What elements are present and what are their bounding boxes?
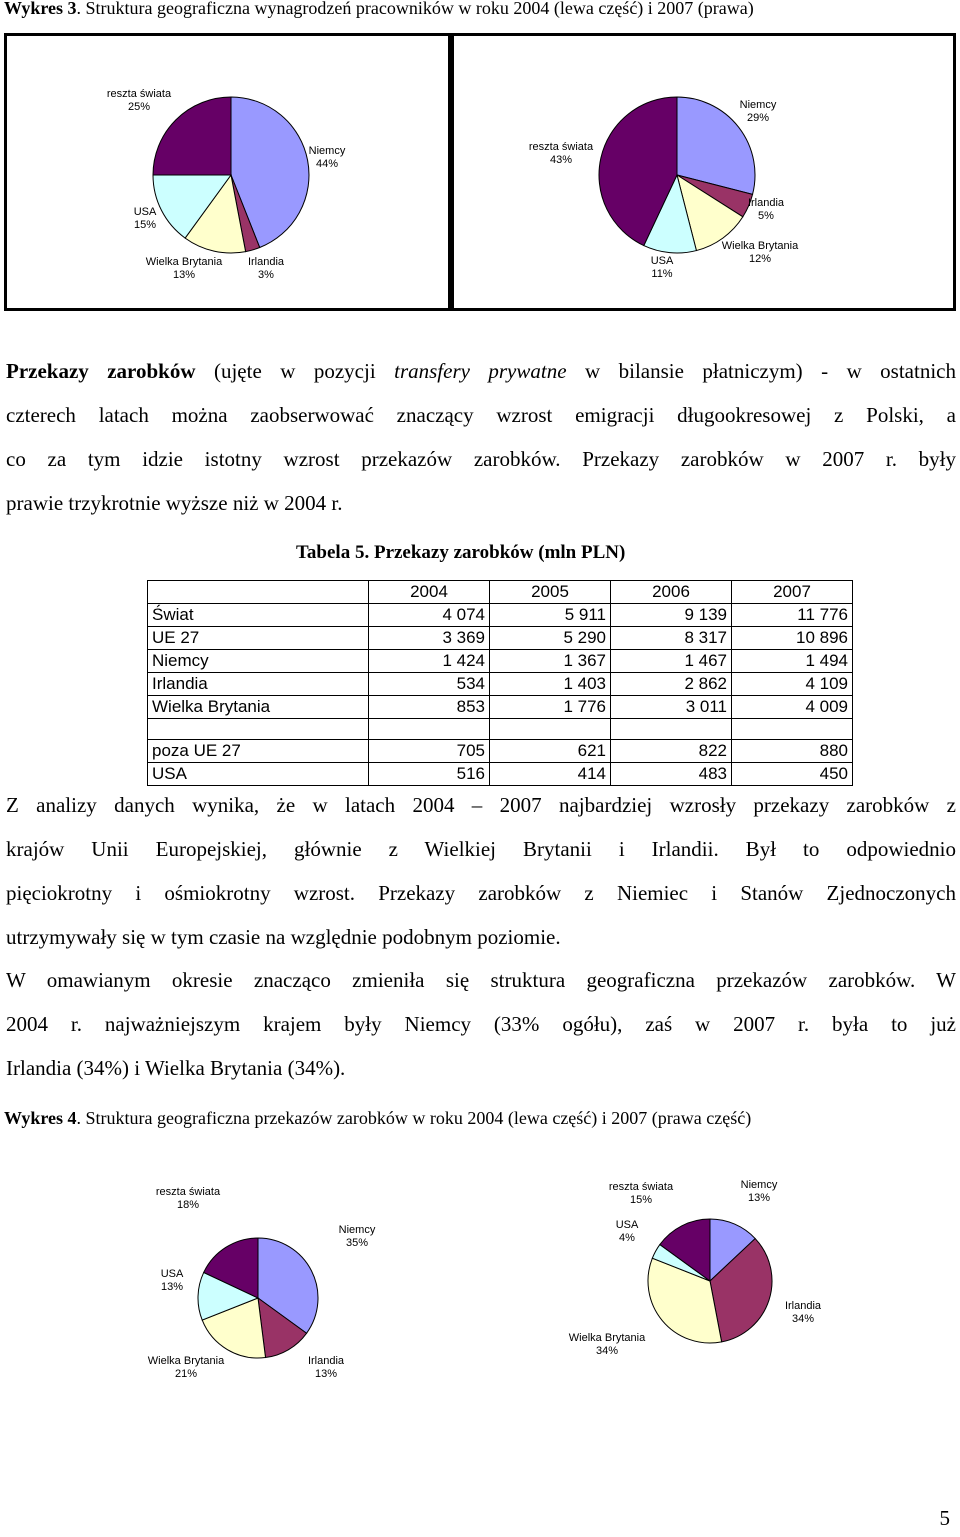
table-cell: poza UE 27: [148, 740, 369, 763]
table-header-cell: 2004: [369, 581, 490, 604]
table-row: [148, 627, 853, 650]
pie-label-reszta: reszta świata 25%: [106, 88, 172, 113]
wykres4-chart-left: [120, 1168, 420, 1398]
table-cell: 3 369: [369, 627, 490, 650]
table-cell: 1 467: [611, 650, 732, 673]
table-spacer-cell: [611, 719, 732, 740]
table-cell: 1 494: [732, 650, 853, 673]
table-row: [148, 604, 853, 627]
paragraph-3: W omawianym okresie znacząco zmieniła się struktura geograficzna przekazów zarobków. W 2004 r. najważniejszym krajem były Niemcy (33% ogółu), zaś w 2007 r. była to już Irlandia (34%) i Wielka Brytania (34%).: [6, 968, 956, 1080]
table5: [147, 580, 853, 786]
pie-label-reszta: reszta świata 18%: [155, 1186, 221, 1211]
table-row: [148, 650, 853, 673]
wykres3-pie-right: [454, 36, 953, 308]
wykres4-chart-right: [540, 1168, 840, 1398]
wykres4-title: Wykres 4. Struktura geograficzna przekazów zarobków w roku 2004 (lewa część) i 2007 (prawa część): [4, 1108, 752, 1128]
table-cell: 10 896: [732, 627, 853, 650]
table-cell: 516: [369, 763, 490, 786]
table-cell: 11 776: [732, 604, 853, 627]
table-cell: USA: [148, 763, 369, 786]
paragraph-1: Przekazy zarobków (ujęte w pozycji transfery prywatne w bilansie płatniczym) - w ostatnich czterech latach można zaobserwować znaczący wzrost emigracji długookresowej z Polski, a co za tym idzie istotny wzrost przekazów zarobków. Przekazy zarobków w 2007 r. były prawie trzykrotnie wyższe niż w 2004 r.: [6, 359, 956, 515]
pie-label-reszta: reszta świata 43%: [528, 141, 594, 166]
pie-label-wielka-brytania: Wielka Brytania 13%: [145, 256, 223, 281]
page-number: 5: [939, 1506, 950, 1530]
wykres4-pie-right: [540, 1168, 840, 1398]
wykres3-pie-left: [7, 36, 448, 308]
table-cell: 2 862: [611, 673, 732, 696]
pie-label-niemcy: Niemcy 35%: [338, 1224, 376, 1249]
table-cell: 853: [369, 696, 490, 719]
pie-label-irlandia: Irlandia 3%: [247, 256, 285, 281]
pie-label-usa: USA 4%: [615, 1219, 639, 1244]
pie-label-irlandia: Irlandia 34%: [784, 1300, 822, 1325]
table-cell: 8 317: [611, 627, 732, 650]
pie-label-wielka-brytania: Wielka Brytania 34%: [568, 1332, 646, 1357]
table-cell: 534: [369, 673, 490, 696]
table-cell: 414: [490, 763, 611, 786]
table-cell: 621: [490, 740, 611, 763]
table-cell: UE 27: [148, 627, 369, 650]
pie-label-irlandia: Irlandia 5%: [747, 197, 785, 222]
wykres3-title: Wykres 3. Struktura geograficzna wynagrodzeń pracowników w roku 2004 (lewa część) i 2007 (prawa): [4, 0, 754, 18]
table-cell: 880: [732, 740, 853, 763]
table-cell: 705: [369, 740, 490, 763]
pie-label-niemcy: Niemcy 44%: [308, 145, 346, 170]
table-cell: 822: [611, 740, 732, 763]
table-spacer-row: [148, 719, 853, 740]
table-cell: 4 109: [732, 673, 853, 696]
pie-label-wielka-brytania: Wielka Brytania 21%: [147, 1355, 225, 1380]
table-spacer-cell: [148, 719, 369, 740]
pie-label-niemcy: Niemcy 29%: [739, 99, 777, 124]
table-cell: 1 776: [490, 696, 611, 719]
table-cell: 4 074: [369, 604, 490, 627]
table-cell: 5 911: [490, 604, 611, 627]
table-cell: 483: [611, 763, 732, 786]
pie-label-irlandia: Irlandia 13%: [307, 1355, 345, 1380]
pie-label-usa: USA 15%: [133, 206, 157, 231]
table-spacer-cell: [490, 719, 611, 740]
table-cell: 3 011: [611, 696, 732, 719]
table-spacer-cell: [732, 719, 853, 740]
table-header-cell: [148, 581, 369, 604]
table-header-row: [148, 581, 853, 604]
table-cell: 1 403: [490, 673, 611, 696]
table5-title: Tabela 5. Przekazy zarobków (mln PLN): [296, 542, 626, 563]
table-cell: 450: [732, 763, 853, 786]
table-header-cell: 2007: [732, 581, 853, 604]
table-cell: 1 367: [490, 650, 611, 673]
table-row: [148, 673, 853, 696]
pie-label-niemcy: Niemcy 13%: [740, 1179, 778, 1204]
table-cell: Wielka Brytania: [148, 696, 369, 719]
table-cell: 9 139: [611, 604, 732, 627]
table-row: [148, 696, 853, 719]
table-cell: 1 424: [369, 650, 490, 673]
paragraph-2: Z analizy danych wynika, że w latach 2004 – 2007 najbardziej wzrosły przekazy zarobków z krajów Unii Europejskiej, głównie z Wielkiej Brytanii i Irlandii. Był to odpowiednio pięciokrotny i ośmiokrotny wzrost. Przekazy zarobków z Niemiec i Stanów Zjednoczonych utrzymywały się w tym czasie na względnie podobnym poziomie.: [6, 793, 956, 949]
table-cell: Niemcy: [148, 650, 369, 673]
table-row: [148, 740, 853, 763]
table-cell: 5 290: [490, 627, 611, 650]
pie-label-usa: USA 13%: [160, 1268, 184, 1293]
pie-label-wielka-brytania: Wielka Brytania 12%: [721, 240, 799, 265]
wykres3-chart-right: [451, 33, 956, 311]
table-cell: 4 009: [732, 696, 853, 719]
pie-label-usa: USA 11%: [650, 255, 674, 280]
table-cell: Świat: [148, 604, 369, 627]
table-cell: Irlandia: [148, 673, 369, 696]
table-header-cell: 2005: [490, 581, 611, 604]
table-spacer-cell: [369, 719, 490, 740]
table-header-cell: 2006: [611, 581, 732, 604]
pie-label-reszta: reszta świata 15%: [608, 1181, 674, 1206]
wykres3-chart-left: [4, 33, 451, 311]
